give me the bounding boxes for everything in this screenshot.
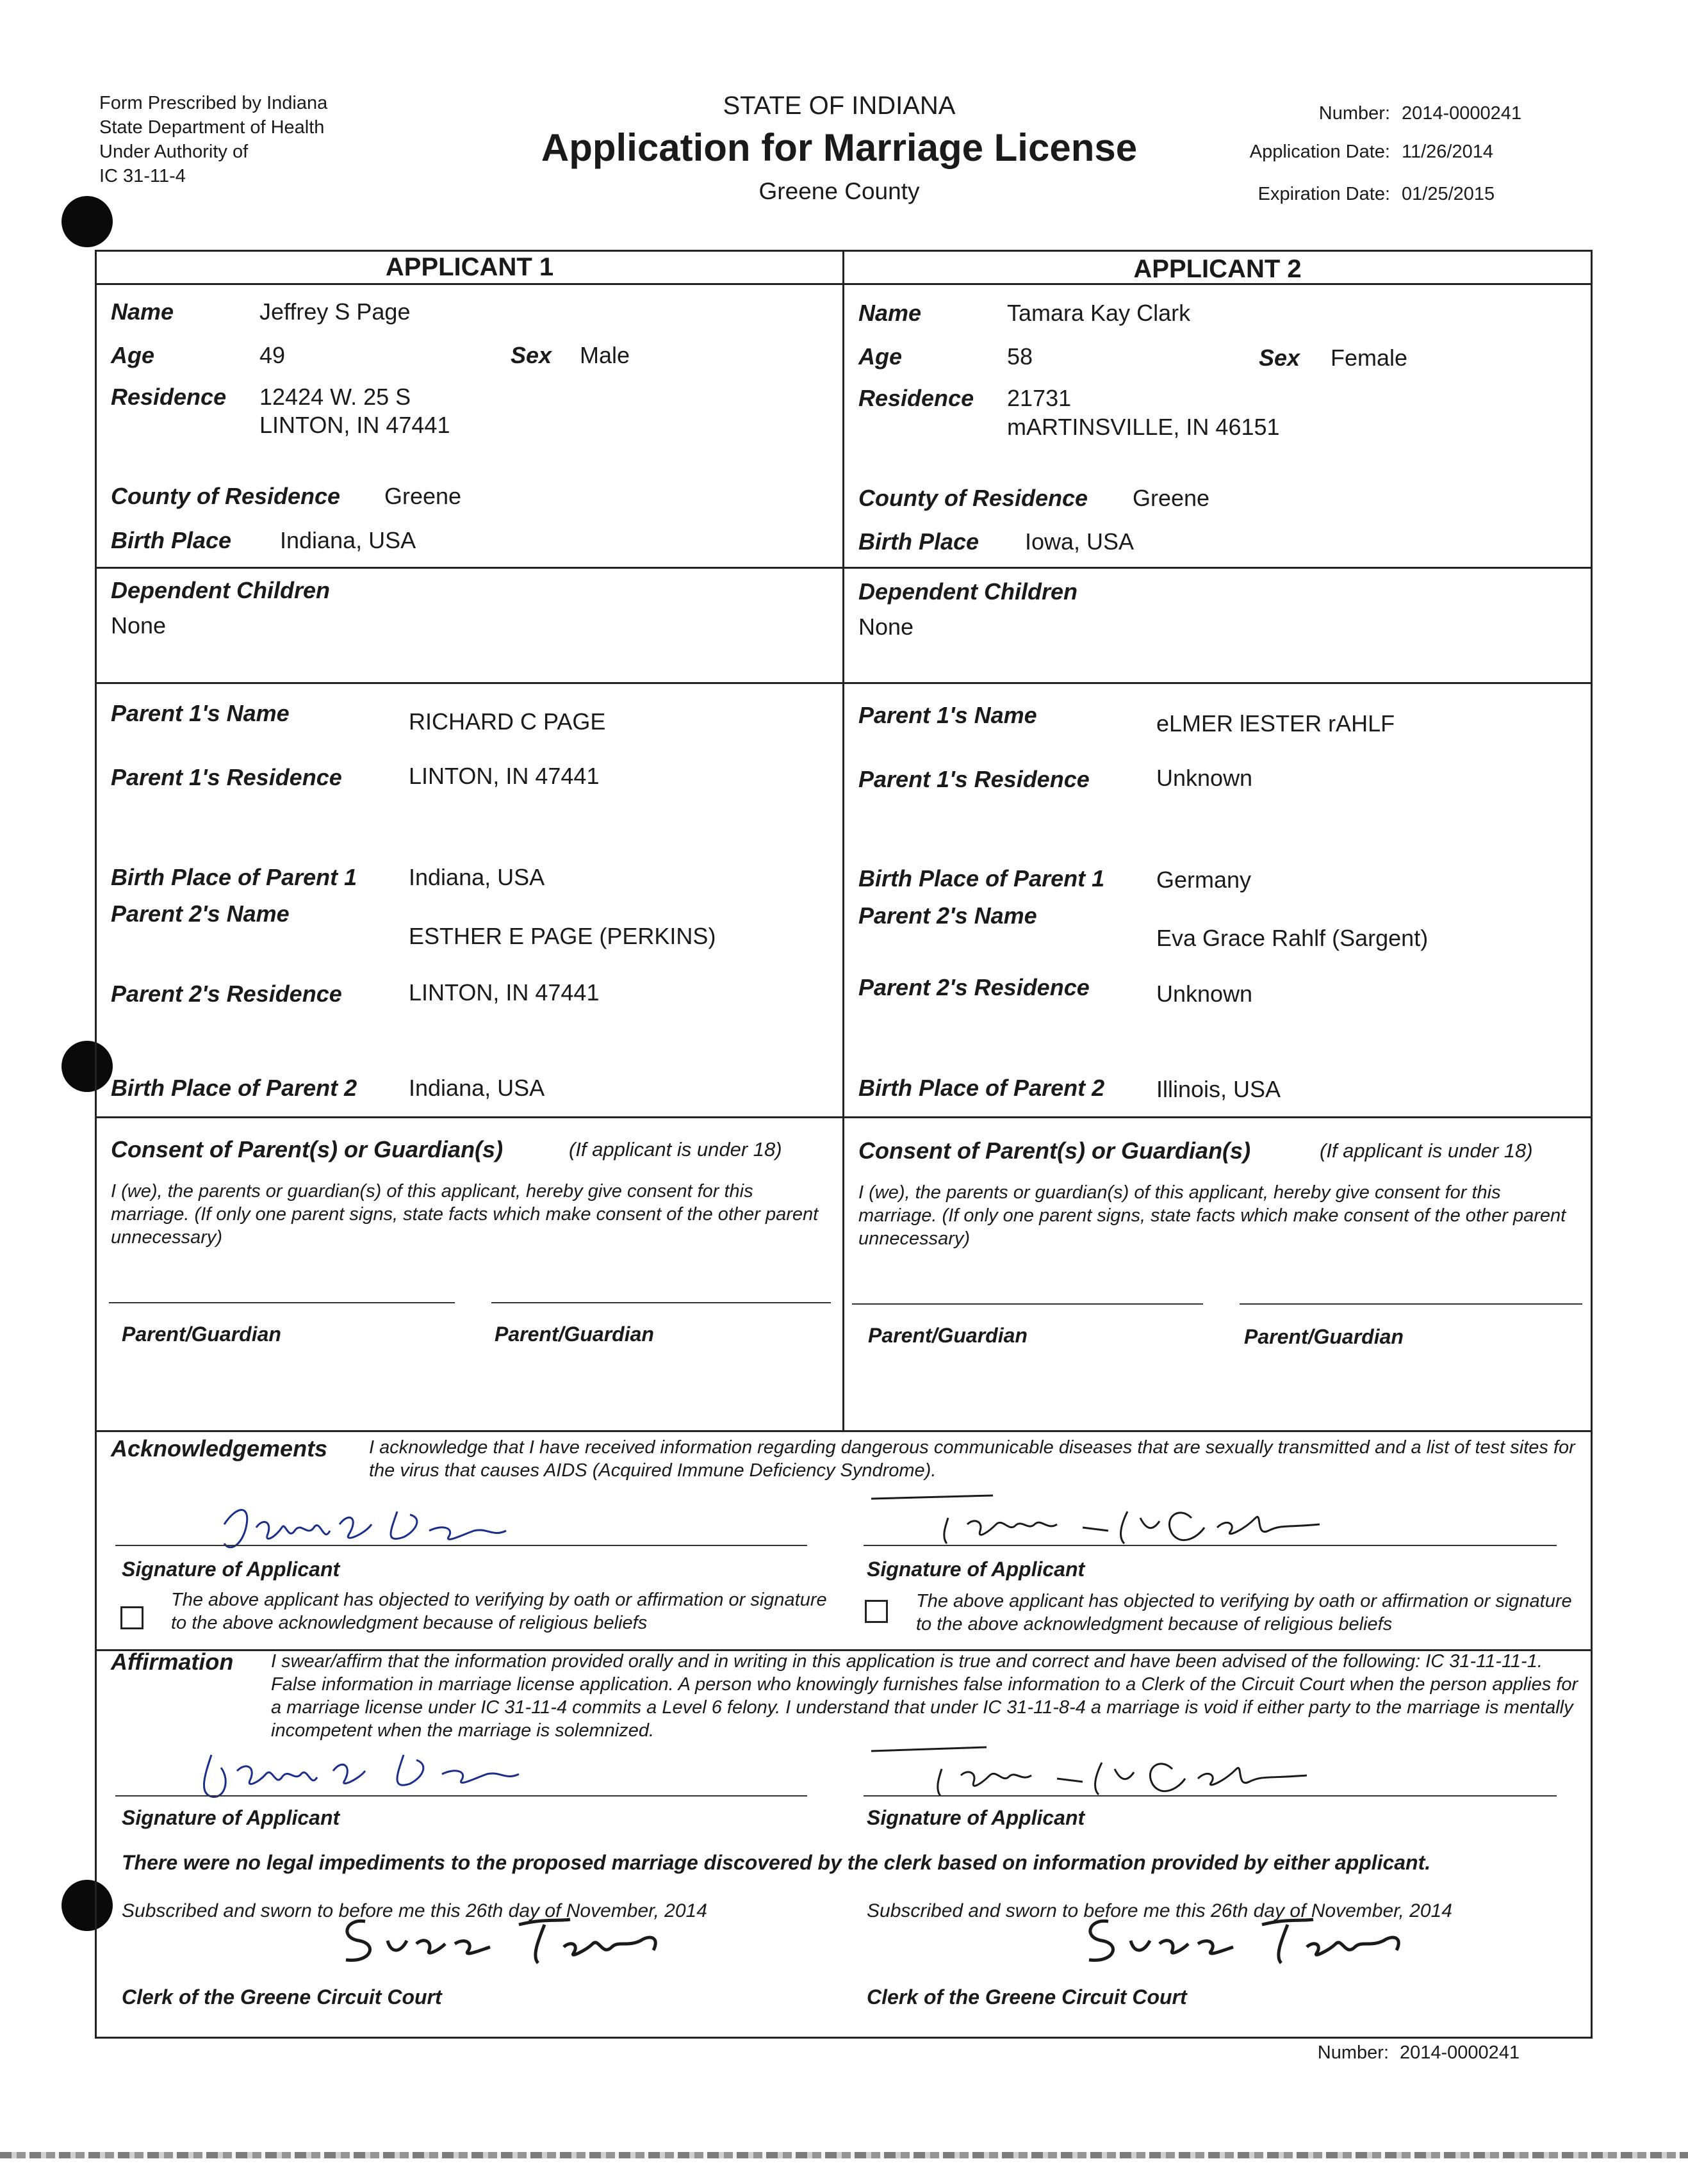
applicant2-age: 58 bbox=[1007, 343, 1033, 370]
applicant1-parent2-name: ESTHER E PAGE (PERKINS) bbox=[409, 923, 716, 949]
affirmation-text: I swear/affirm that the information provided orally and in writing in this application is true and correct and have been advised of the following: IC 31-11-11-1. False information in marriage license application. A person who knowingly furnishes false information to a Clerk of the Circuit Court when the person applies for a marriage license under IC 31-11-4 commits a Level 6 felony. I understand that under IC 31-11-8-4 a marriage is void if either party to the marriage is mentally incompetent when the marriage is solemnized. bbox=[271, 1651, 1578, 1741]
consent-text: I (we), the parents or guardian(s) of this applicant, hereby give consent for this marriage. (If only one parent signs, state facts which make consent of the other parent unnecessary) bbox=[111, 1181, 819, 1248]
clerk-signature bbox=[327, 1912, 685, 1969]
county-of-residence-label: County of Residence bbox=[111, 483, 341, 509]
parent1-residence-label: Parent 1's Residence bbox=[111, 764, 342, 790]
applicant2-parent1-birth: Germany bbox=[1156, 867, 1252, 893]
sworn-statement: Subscribed and sworn to before me this 26th day of November, 2014 bbox=[122, 1900, 707, 1921]
applicant2-dependent-children: None bbox=[858, 614, 914, 640]
signature-line bbox=[864, 1545, 1557, 1546]
acknowledgements-text: I acknowledge that I have received information regarding dangerous communicable diseases that are sexually transmitted and a list of test sites for the virus that causes AIDS (Acquired Immune Deficiency Syndrome). bbox=[369, 1437, 1575, 1481]
county-name: Greene County bbox=[758, 178, 920, 204]
applicant1-age: 49 bbox=[259, 342, 286, 368]
birth-place-label: Birth Place bbox=[111, 527, 232, 553]
signature-line bbox=[115, 1795, 807, 1797]
birth-place-label: Birth Place bbox=[858, 528, 979, 555]
applicant2-sex: Female bbox=[1331, 345, 1408, 371]
religious-objection-checkbox[interactable] bbox=[120, 1606, 143, 1629]
applicant1-parent2-birth: Indiana, USA bbox=[409, 1075, 545, 1101]
parent-guardian-label: Parent/Guardian bbox=[122, 1323, 281, 1346]
consent-note: (If applicant is under 18) bbox=[569, 1138, 782, 1161]
parent2-birth-label: Birth Place of Parent 2 bbox=[858, 1075, 1105, 1101]
punch-hole-dot bbox=[61, 1880, 113, 1931]
applicant1-birth-place: Indiana, USA bbox=[280, 527, 416, 553]
sex-label: Sex bbox=[511, 342, 552, 368]
page-title: Application for Marriage License bbox=[541, 126, 1138, 169]
name-label: Name bbox=[111, 298, 174, 325]
signature-of-applicant-label: Signature of Applicant bbox=[122, 1806, 340, 1829]
parent2-birth-label: Birth Place of Parent 2 bbox=[111, 1075, 357, 1101]
sex-label: Sex bbox=[1259, 345, 1300, 371]
parent2-residence-label: Parent 2's Residence bbox=[111, 981, 342, 1007]
prescribed-line: Form Prescribed by Indiana bbox=[99, 93, 328, 113]
parent2-residence-label: Parent 2's Residence bbox=[858, 974, 1090, 1000]
footer-number-value: 2014-0000241 bbox=[1400, 2042, 1520, 2063]
parent-guardian-line bbox=[491, 1302, 831, 1303]
residence-label: Residence bbox=[111, 384, 227, 410]
applicant2-parent2-residence: Unknown bbox=[1156, 981, 1253, 1007]
applicant2-parent1-name: eLMER lESTER rAHLF bbox=[1156, 710, 1395, 737]
signature-of-applicant-label: Signature of Applicant bbox=[122, 1558, 340, 1581]
affirmation-title: Affirmation bbox=[111, 1649, 234, 1675]
applicant2-residence-line1: 21731 bbox=[1007, 385, 1072, 411]
residence-label: Residence bbox=[858, 385, 974, 411]
applicant1-county: Greene bbox=[384, 483, 462, 509]
prescribed-line: Under Authority of bbox=[99, 142, 249, 162]
dependent-children-label: Dependent Children bbox=[858, 578, 1078, 605]
parent2-name-label: Parent 2's Name bbox=[858, 902, 1037, 929]
applicant2-heading: APPLICANT 2 bbox=[1133, 255, 1302, 283]
number-label: Number: bbox=[1318, 103, 1390, 124]
punch-hole-dot bbox=[61, 196, 113, 247]
parent1-residence-label: Parent 1's Residence bbox=[858, 766, 1090, 792]
parent1-birth-label: Birth Place of Parent 1 bbox=[858, 865, 1105, 892]
impediments-statement: There were no legal impediments to the proposed marriage discovered by the clerk based on information provided by either applicant. bbox=[122, 1851, 1431, 1874]
applicant1-parent1-birth: Indiana, USA bbox=[409, 864, 545, 890]
age-label: Age bbox=[111, 342, 155, 368]
parent1-birth-label: Birth Place of Parent 1 bbox=[111, 864, 357, 890]
clerk-label: Clerk of the Greene Circuit Court bbox=[867, 1985, 1187, 2009]
application-date-value: 11/26/2014 bbox=[1402, 142, 1493, 162]
parent-guardian-line bbox=[109, 1302, 455, 1303]
religious-objection-checkbox[interactable] bbox=[865, 1600, 888, 1623]
applicant1-signature bbox=[186, 1742, 545, 1803]
county-of-residence-label: County of Residence bbox=[858, 485, 1088, 511]
consent-text: I (we), the parents or guardian(s) of this applicant, hereby give consent for this marriage. (If only one parent signs, state facts which make consent of the other parent unnecessary) bbox=[858, 1182, 1566, 1249]
applicant2-signature bbox=[871, 1492, 1422, 1550]
acknowledgements-title: Acknowledgements bbox=[111, 1435, 328, 1462]
signature-of-applicant-label: Signature of Applicant bbox=[867, 1558, 1085, 1581]
signature-of-applicant-label: Signature of Applicant bbox=[867, 1806, 1085, 1829]
age-label: Age bbox=[858, 343, 903, 370]
punch-hole-dot bbox=[61, 1041, 113, 1092]
signature-line bbox=[864, 1795, 1557, 1797]
applicant1-parent1-residence: LINTON, IN 47441 bbox=[409, 763, 600, 789]
clerk-label: Clerk of the Greene Circuit Court bbox=[122, 1985, 442, 2009]
application-date-label: Application Date: bbox=[1249, 142, 1390, 162]
applicant1-parent1-name: RICHARD C PAGE bbox=[409, 708, 606, 735]
parent1-name-label: Parent 1's Name bbox=[858, 702, 1037, 728]
applicant2-county: Greene bbox=[1133, 485, 1210, 511]
objection-text: The above applicant has objected to verifying by oath or affirmation or signature to the above acknowledgment because of religious beliefs bbox=[916, 1591, 1572, 1634]
scan-artifact-bar bbox=[0, 2152, 1688, 2158]
parent-guardian-line bbox=[852, 1303, 1203, 1305]
number-value: 2014-0000241 bbox=[1402, 103, 1522, 124]
expiration-date-value: 01/25/2015 bbox=[1402, 184, 1495, 204]
applicant1-heading: APPLICANT 1 bbox=[385, 253, 554, 281]
prescribed-block bbox=[99, 91, 407, 188]
signature-line bbox=[115, 1545, 807, 1546]
parent-guardian-label: Parent/Guardian bbox=[495, 1323, 654, 1346]
parent-guardian-line bbox=[1240, 1303, 1582, 1305]
prescribed-line: IC 31-11-4 bbox=[99, 166, 186, 186]
applicant2-birth-place: Iowa, USA bbox=[1025, 528, 1135, 555]
applicant2-parent1-residence: Unknown bbox=[1156, 765, 1253, 791]
name-label: Name bbox=[858, 300, 922, 326]
dependent-children-label: Dependent Children bbox=[111, 577, 331, 603]
state-name: STATE OF INDIANA bbox=[723, 92, 956, 120]
applicant2-parent2-birth: Illinois, USA bbox=[1156, 1076, 1281, 1102]
applicant1-parent2-residence: LINTON, IN 47441 bbox=[409, 979, 600, 1006]
applicant1-residence-line2: LINTON, IN 47441 bbox=[259, 412, 450, 438]
prescribed-line: State Department of Health bbox=[99, 117, 325, 138]
applicant2-name: Tamara Kay Clark bbox=[1007, 300, 1191, 326]
applicant1-residence-line1: 12424 W. 25 S bbox=[259, 384, 411, 410]
sworn-statement: Subscribed and sworn to before me this 26th day of November, 2014 bbox=[867, 1900, 1452, 1921]
applicant1-signature bbox=[211, 1499, 545, 1556]
applicant2-residence-line2: mARTINSVILLE, IN 46151 bbox=[1007, 414, 1280, 440]
consent-note: (If applicant is under 18) bbox=[1320, 1139, 1533, 1162]
parent-guardian-label: Parent/Guardian bbox=[1244, 1325, 1404, 1348]
applicant1-name: Jeffrey S Page bbox=[259, 298, 411, 325]
applicant1-sex: Male bbox=[580, 342, 630, 368]
clerk-signature bbox=[1070, 1912, 1429, 1969]
objection-text: The above applicant has objected to verifying by oath or affirmation or signature to the above acknowledgment because of religious beliefs bbox=[171, 1590, 827, 1633]
consent-title: Consent of Parent(s) or Guardian(s) bbox=[858, 1137, 1251, 1164]
parent1-name-label: Parent 1's Name bbox=[111, 700, 290, 726]
applicant1-dependent-children: None bbox=[111, 612, 167, 639]
expiration-date-label: Expiration Date: bbox=[1258, 184, 1390, 204]
parent2-name-label: Parent 2's Name bbox=[111, 900, 290, 927]
footer-number-label: Number: bbox=[1317, 2042, 1389, 2063]
applicant2-parent2-name: Eva Grace Rahlf (Sargent) bbox=[1156, 925, 1429, 951]
parent-guardian-label: Parent/Guardian bbox=[868, 1324, 1028, 1347]
consent-title: Consent of Parent(s) or Guardian(s) bbox=[111, 1136, 504, 1162]
